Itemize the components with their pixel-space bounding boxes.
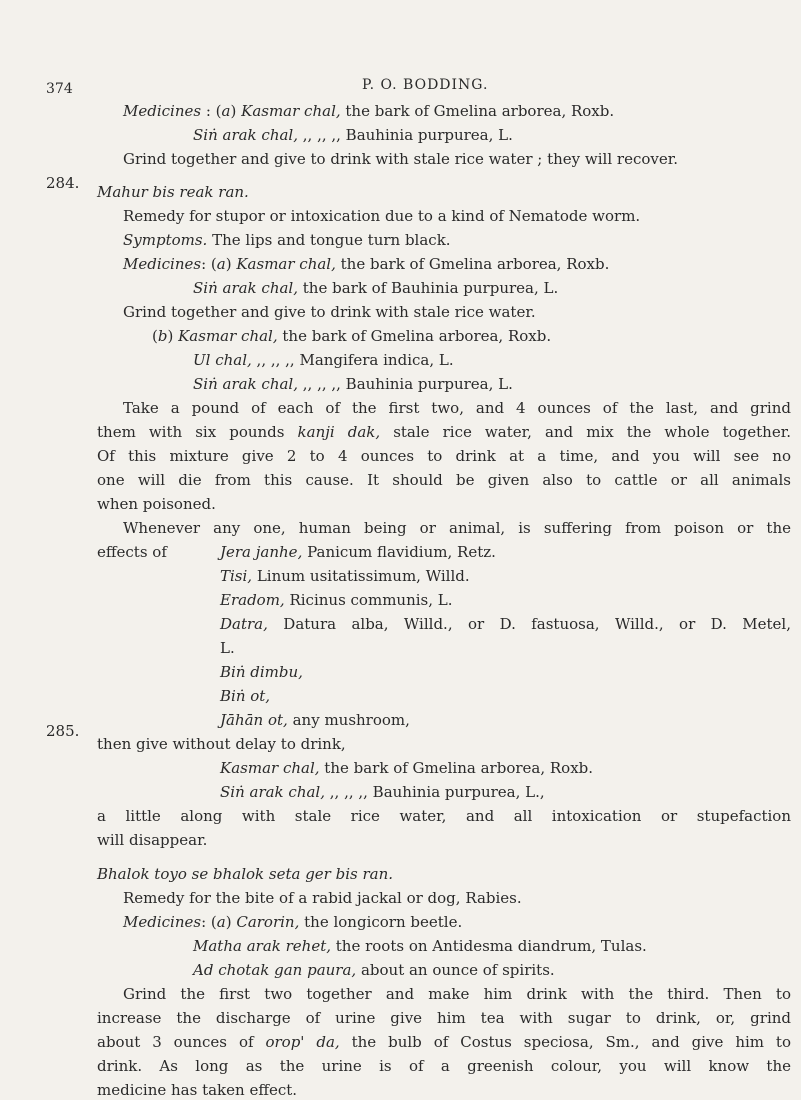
text: Ricinus communis, L. <box>284 591 453 609</box>
text: ( <box>152 327 158 345</box>
text-line <box>123 230 451 250</box>
text: the bark of Gmelina arborea, Roxb. <box>340 102 615 120</box>
text: ) <box>230 102 242 120</box>
text-line <box>123 398 791 418</box>
text-line <box>193 125 513 145</box>
text: : ( <box>201 255 217 273</box>
italic-text: Mahur bis reak ran. <box>97 183 249 201</box>
text-line <box>97 494 216 514</box>
italic-text: Biṅ dimbu, <box>220 663 303 681</box>
text-line <box>123 888 522 908</box>
italic-text: Kasmar chal, <box>220 759 320 777</box>
text-line <box>220 614 791 634</box>
text-line <box>220 710 410 730</box>
text-line <box>97 734 346 754</box>
text-line <box>193 936 647 956</box>
italic-text: Jera janhe, <box>220 543 303 561</box>
section-number: 284. <box>46 174 80 192</box>
text: effects of <box>97 543 167 561</box>
text: the bulb of Costus speciosa, Sm., and give him to <box>339 1033 791 1051</box>
text: ) <box>225 255 237 273</box>
text: ) <box>167 327 179 345</box>
text-line <box>123 206 640 226</box>
text: Of this mixture give 2 to 4 ounces to drink at a time, and you will see no <box>97 447 791 465</box>
text: L. <box>220 639 235 657</box>
text-line <box>220 638 235 658</box>
italic-text: a <box>221 102 231 120</box>
text-line <box>220 662 303 682</box>
italic-text: Kasmar chal, <box>178 327 278 345</box>
text: Grind together and give to drink with stale rice water. <box>123 303 536 321</box>
italic-text: Siṅ arak chal, <box>193 375 298 393</box>
text-line <box>123 912 462 932</box>
italic-text: Kasmar chal, <box>241 102 341 120</box>
page-number: 374 <box>46 81 73 97</box>
text: will disappear. <box>97 831 208 849</box>
italic-text: Tisi, <box>220 567 253 585</box>
text-line <box>123 518 791 538</box>
text-line <box>123 254 609 274</box>
text: Grind together and give to drink with stale rice water ; they will recover. <box>123 150 679 168</box>
text-line <box>97 470 791 490</box>
text-line <box>193 350 454 370</box>
text: : ( <box>201 102 222 120</box>
text: Datura alba, Willd., or D. fastuosa, Willd., or D. Metel, <box>267 615 791 633</box>
text: one will die from this cause. It should be given also to cattle or all animals <box>97 471 791 489</box>
italic-text: Siṅ arak chal, <box>193 279 298 297</box>
italic-text: a <box>216 913 226 931</box>
text-line <box>220 686 270 706</box>
text-line <box>220 758 593 778</box>
text: the roots on Antidesma diandrum, Tulas. <box>331 937 647 955</box>
text: ,, ,, ,, Bauhinia purpurea, L. <box>298 375 513 393</box>
text: Remedy for stupor or intoxication due to a kind of Nematode worm. <box>123 207 641 225</box>
running-head: P. O. BODDING. <box>362 77 489 93</box>
italic-text: b <box>157 327 168 345</box>
text-line <box>193 960 555 980</box>
text: about an ounce of spirits. <box>356 961 555 979</box>
text: drink. As long as the urine is of a greenish colour, you will know the <box>97 1057 791 1075</box>
italic-text: Eradom, <box>220 591 285 609</box>
text: ,, ,, ,, Bauhinia purpurea, L., <box>325 783 545 801</box>
italic-text: Datra, <box>220 615 268 633</box>
text: the bark of Gmelina arborea, Roxb. <box>277 327 552 345</box>
text: : ( <box>201 913 217 931</box>
text-line <box>193 374 513 394</box>
text-line <box>97 1032 791 1052</box>
text-line <box>123 984 791 1004</box>
italic-text: Matha arak rehet, <box>193 937 331 955</box>
text: the bark of Gmelina arborea, Roxb. <box>319 759 594 777</box>
italic-text: orop' da, <box>265 1033 340 1051</box>
text: any mushroom, <box>287 711 410 729</box>
italic-text: Siṅ arak chal, <box>193 126 298 144</box>
text-line <box>97 446 791 466</box>
section-number: 285. <box>46 722 80 740</box>
text: about 3 ounces of <box>97 1033 266 1051</box>
text-line <box>193 278 558 298</box>
italic-text: kanji dak, <box>297 423 381 441</box>
italic-text: Bhalok toyo se bhalok seta ger bis ran. <box>97 865 394 883</box>
text: ) <box>225 913 237 931</box>
italic-text: Symptoms. <box>123 231 208 249</box>
text: Panicum flavidium, Retz. <box>302 543 496 561</box>
text: medicine has taken effect. <box>97 1081 298 1099</box>
text: then give without delay to drink, <box>97 735 346 753</box>
text-line <box>97 1080 297 1100</box>
text-line <box>97 830 207 850</box>
italic-text: Ul chal, <box>193 351 252 369</box>
text-line <box>220 542 496 562</box>
text-line <box>152 326 551 346</box>
italic-text: Biṅ ot, <box>220 687 271 705</box>
text: the bark of Bauhinia purpurea, L. <box>298 279 559 297</box>
text: a little along with stale rice water, and all intoxication or stupefaction <box>97 807 791 825</box>
text: them with six pounds <box>97 423 298 441</box>
text-line <box>97 1056 791 1076</box>
italic-text: Kasmar chal, <box>236 255 336 273</box>
italic-text: Ad chotak gan paura, <box>193 961 357 979</box>
italic-text: Medicines <box>123 255 202 273</box>
text-line <box>123 302 536 322</box>
text: ,, ,, ,, Mangifera indica, L. <box>251 351 454 369</box>
text: Take a pound of each of the first two, and 4 ounces of the last, and grind <box>123 399 791 417</box>
text-line <box>97 422 791 442</box>
italic-text: Medicines <box>123 102 202 120</box>
text: ,, ,, ,, Bauhinia purpurea, L. <box>298 126 513 144</box>
text-line <box>220 782 545 802</box>
text-line <box>97 542 167 562</box>
text-line <box>97 806 791 826</box>
text: the bark of Gmelina arborea, Roxb. <box>335 255 610 273</box>
text-line <box>123 101 614 121</box>
text: stale rice water, and mix the whole together. <box>380 423 792 441</box>
text: when poisoned. <box>97 495 216 513</box>
italic-text: Jāhān ot, <box>220 711 288 729</box>
italic-text: Siṅ arak chal, <box>220 783 325 801</box>
text-line <box>220 590 453 610</box>
text: the longicorn beetle. <box>299 913 463 931</box>
text-line <box>97 864 393 884</box>
text: The lips and tongue turn black. <box>207 231 451 249</box>
text: Remedy for the bite of a rabid jackal or dog, Rabies. <box>123 889 522 907</box>
text: Linum usitatissimum, Willd. <box>252 567 470 585</box>
text-line <box>123 149 678 169</box>
text-line <box>97 1008 791 1028</box>
italic-text: Carorin, <box>236 913 300 931</box>
italic-text: a <box>216 255 226 273</box>
text-line <box>97 182 249 202</box>
text: Whenever any one, human being or animal, is suffering from poison or the <box>123 519 791 537</box>
text-line <box>220 566 470 586</box>
italic-text: Medicines <box>123 913 202 931</box>
text: Grind the first two together and make him drink with the third. Then to <box>123 985 791 1003</box>
text: increase the discharge of urine give him tea with sugar to drink, or, grind <box>97 1009 791 1027</box>
